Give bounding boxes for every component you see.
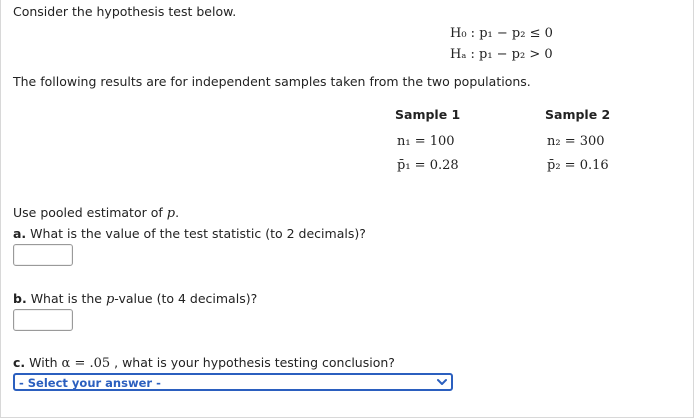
question-c-letter: c.: [13, 355, 26, 370]
conclusion-select[interactable]: [13, 373, 453, 391]
sample2-n: n₂ = 300: [547, 134, 605, 149]
question-a: [13, 226, 366, 241]
question-b-symbol: p: [105, 292, 115, 307]
alternative-hypothesis-rhs: 0: [544, 47, 553, 62]
question-b-letter: b.: [13, 291, 27, 306]
sample1-header: Sample 1: [395, 107, 461, 122]
sample2-p-bar: p̄₂ = 0.16: [547, 158, 609, 173]
alternative-hypothesis-lhs: Hₐ : p₁ − p₂: [450, 47, 526, 62]
question-c: [13, 355, 395, 371]
question-b: [13, 291, 257, 307]
null-hypothesis: [450, 26, 553, 41]
intro-text: Consider the hypothesis test below.: [13, 4, 237, 19]
p-value-input[interactable]: [13, 309, 73, 331]
sample1-p-bar: p̄₁ = 0.28: [397, 158, 459, 173]
question-b-text-before: What is the: [30, 291, 102, 306]
test-statistic-input[interactable]: [13, 244, 73, 266]
question-a-letter: a.: [13, 226, 27, 241]
alternative-hypothesis-operator: >: [529, 47, 541, 62]
pooled-note-prefix: Use pooled estimator of: [13, 205, 163, 220]
alternative-hypothesis: [450, 47, 553, 62]
question-a-text: What is the value of the test statistic (to 2 decimals)?: [30, 226, 366, 241]
null-hypothesis-lhs: H₀ : p₁ − p₂: [450, 26, 526, 41]
pooled-estimator-note: [13, 205, 179, 221]
question-c-text-after: , what is your hypothesis testing conclusion?: [114, 355, 395, 370]
chevron-down-icon: [436, 377, 448, 387]
sample2-header: Sample 2: [545, 107, 611, 122]
pooled-note-suffix: .: [175, 205, 180, 220]
question-c-text-before: With: [29, 355, 58, 370]
samples-intro-text: The following results are for independent samples taken from the two populations.: [13, 74, 531, 89]
null-hypothesis-operator: ≤: [529, 26, 541, 41]
question-b-text-after: -value (to 4 decimals)?: [114, 291, 258, 306]
conclusion-select-value: - Select your answer -: [19, 376, 161, 390]
pooled-note-symbol: p: [166, 206, 176, 221]
question-c-alpha: α = .05: [61, 356, 111, 371]
sample1-n: n₁ = 100: [397, 134, 455, 149]
null-hypothesis-rhs: 0: [544, 26, 553, 41]
